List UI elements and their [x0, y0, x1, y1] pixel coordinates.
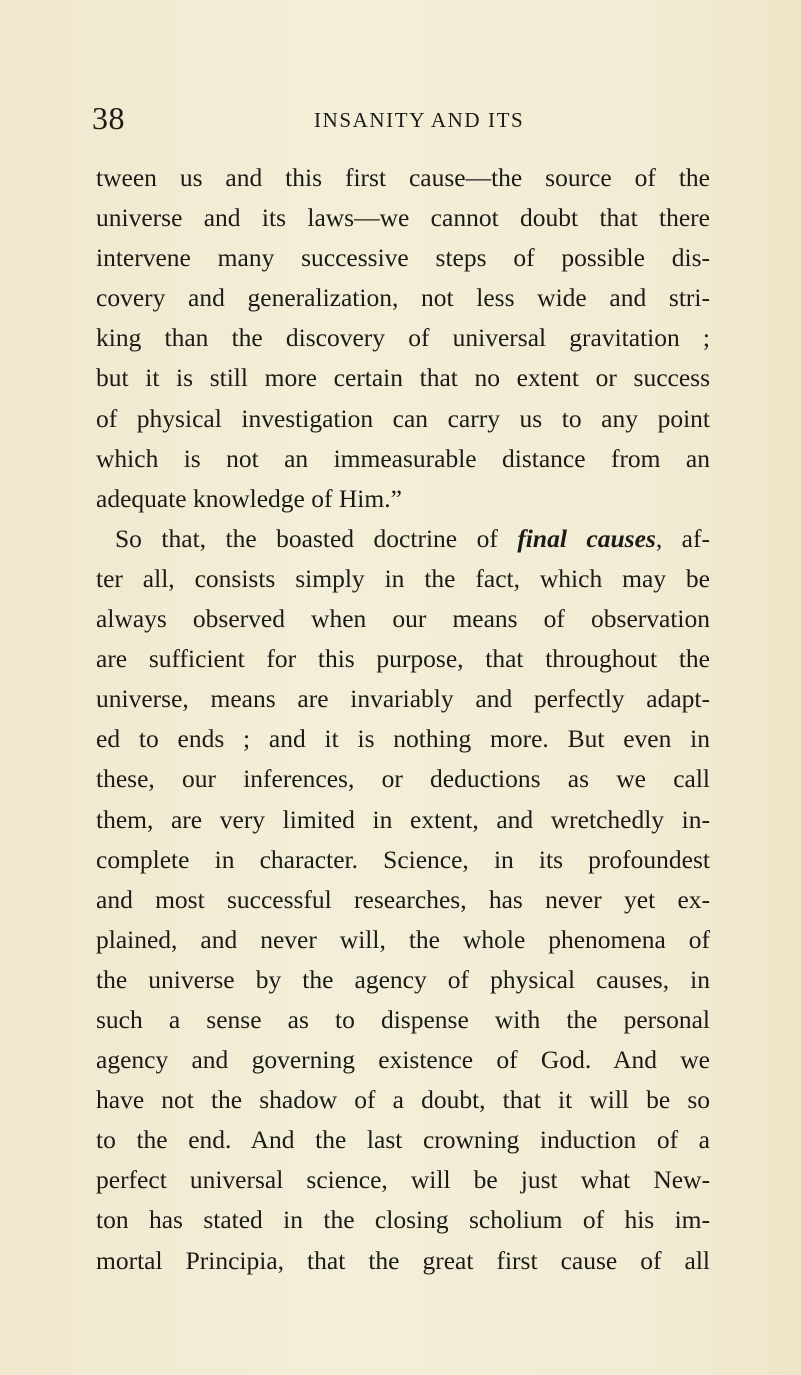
text-line: to the end. And the last crowning induction of a [96, 1125, 710, 1155]
page-header [92, 98, 732, 138]
text-line: have not the shadow of a doubt, that it will be so [96, 1085, 710, 1115]
text-line: adequate knowledge of Him.” [96, 483, 402, 513]
text-line: ter all, consists simply in the fact, which may be [96, 563, 710, 593]
text-line: such a sense as to dispense with the personal [96, 1004, 710, 1034]
text-line: the universe by the agency of physical causes, in [96, 964, 710, 994]
text-line: these, our inferences, or deductions as we call [96, 764, 710, 794]
running-head: INSANITY AND ITS [314, 108, 525, 132]
text-line: ed to ends ; and it is nothing more. But even in [96, 724, 710, 754]
text-line: and most successful researches, has never yet ex- [96, 884, 710, 914]
text-line: mortal Principia, that the great first cause of all [96, 1245, 710, 1275]
body-text [96, 158, 710, 1281]
text-line: king than the discovery of universal gravitation ; [96, 323, 710, 353]
text-line-end: , af- [655, 523, 710, 553]
text-line: tween us and this first cause—the source of the [96, 163, 710, 192]
text-line-start: So that, the boasted doctrine of [115, 523, 518, 553]
text-line: are sufficient for this purpose, that throughout the [96, 644, 710, 674]
text-line: perfect universal science, will be just what New- [96, 1165, 710, 1195]
text-line: them, are very limited in extent, and wretchedly in- [96, 804, 710, 834]
text-line [96, 519, 710, 559]
text-line: universe, means are invariably and perfectly adapt- [96, 684, 710, 714]
text-line: but it is still more certain that no extent or success [96, 363, 710, 393]
text-line: always observed when our means of observation [96, 604, 710, 634]
text-line: of physical investigation can carry us to any point [96, 403, 710, 433]
text-line: ton has stated in the closing scholium of his im- [96, 1205, 710, 1235]
text-line: covery and generalization, not less wide and stri- [96, 283, 710, 313]
text-line: plained, and never will, the whole phenomena of [96, 924, 710, 954]
text-line: complete in character. Science, in its profoundest [96, 844, 710, 874]
text-line: intervene many successive steps of possible dis- [96, 243, 710, 273]
text-line: universe and its laws—we cannot doubt that there [96, 203, 710, 233]
text-line: agency and governing existence of God. And we [96, 1045, 710, 1075]
italic-phrase: final causes [517, 523, 656, 553]
page-number: 38 [92, 100, 125, 136]
text-line: which is not an immeasurable distance from an [96, 443, 710, 473]
